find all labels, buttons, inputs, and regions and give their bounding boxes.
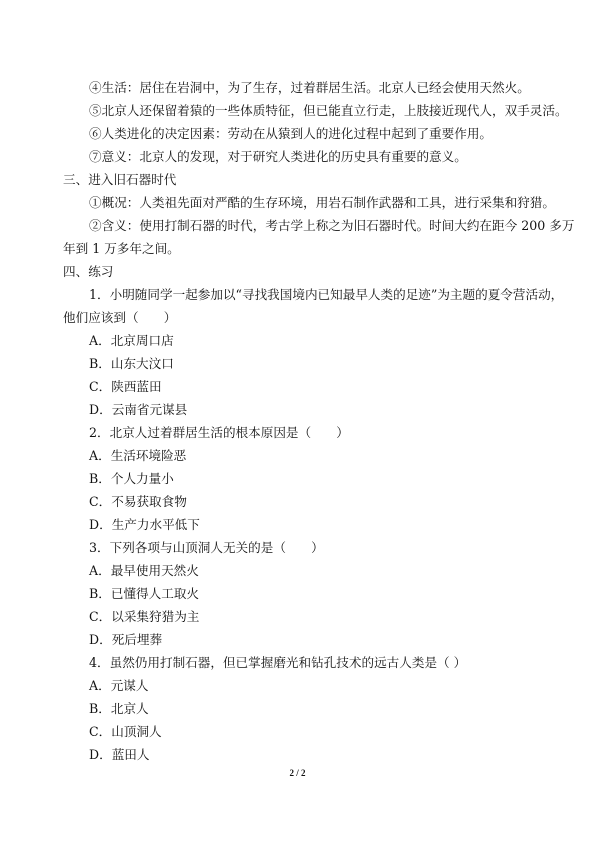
answer-option: D．生产力水平低下 [89,517,200,532]
answer-option: B．山东大汶口 [89,356,174,371]
text-line: ⑤北京人还保留着猿的一些体质特征，但已能直立行走，上肢接近现代人，双手灵活。 [89,103,568,118]
answer-option: D．云南省元谋县 [89,402,188,417]
section-heading: 四、练习 [63,264,114,279]
answer-option: C．以采集狩猎为主 [89,609,200,624]
text-line: ⑦意义：北京人的发现，对于研究人类进化的历史具有重要的意义。 [89,149,467,164]
text-line: ①概况：人类祖先面对严酷的生存环境，用岩石制作武器和工具，进行采集和狩猎。 [89,195,555,210]
question-text: 3．下列各项与山顶洞人无关的是（ ） [89,540,324,555]
answer-option: A．生活环境险恶 [89,448,187,463]
answer-option: A．北京周口店 [89,333,174,348]
page-number: 2 / 2 [289,768,306,778]
question-text: 4．虽然仍用打制石器，但已掌握磨光和钻孔技术的远古人类是（ ） [89,655,467,670]
answer-option: B．北京人 [89,701,149,716]
text-line: ②含义：使用打制石器的时代，考古学上称之为旧石器时代。时间大约在距今 200 多万 [89,218,575,233]
answer-option: A．元谋人 [89,678,149,693]
question-text: 1．小明随同学一起参加以“寻找我国境内已知最早人类的足迹”为主题的夏令营活动， [89,287,564,302]
question-text: 他们应该到（ ） [63,310,177,325]
text-line: 年到 1 万多年之间。 [63,241,180,256]
question-text: 2．北京人过着群居生活的根本原因是（ ） [89,425,349,440]
text-line: ⑥人类进化的决定因素：劳动在从猿到人的进化过程中起到了重要作用。 [89,126,492,141]
answer-option: C．山顶洞人 [89,724,162,739]
answer-option: B．个人力量小 [89,471,174,486]
answer-option: D．蓝田人 [89,747,150,762]
answer-option: C．不易获取食物 [89,494,187,509]
section-heading: 三、进入旧石器时代 [63,172,177,187]
answer-option: D．死后埋葬 [89,632,163,647]
text-line: ④生活：居住在岩洞中，为了生存，过着群居生活。北京人已经会使用天然火。 [89,80,530,95]
answer-option: B．已懂得人工取火 [89,586,200,601]
answer-option: A．最早使用天然火 [89,563,199,578]
answer-option: C．陕西蓝田 [89,379,162,394]
